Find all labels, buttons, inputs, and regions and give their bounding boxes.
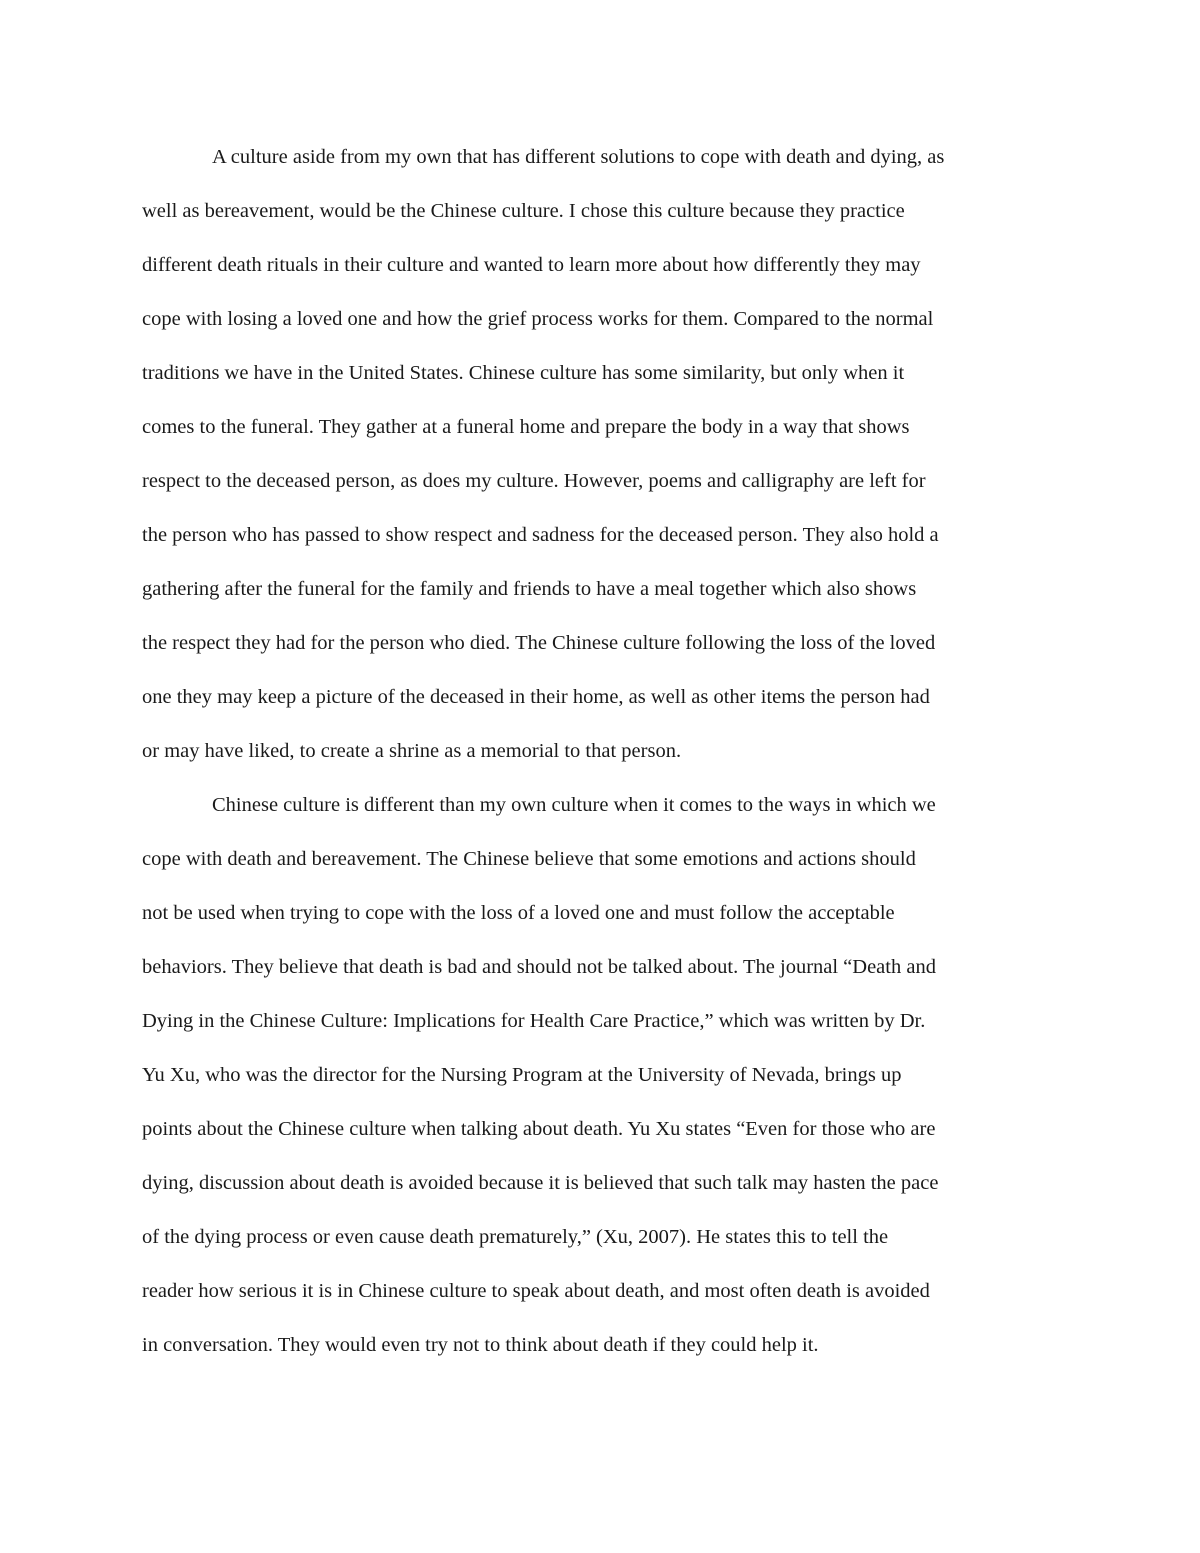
paragraph-1-line-12: or may have liked, to create a shrine as a memorial to that person. xyxy=(142,740,682,762)
paragraph-1-line-10: the respect they had for the person who died. The Chinese culture following the loss of the loved xyxy=(142,632,936,654)
paragraph-2-line-11: in conversation. They would even try not to think about death if they could help it. xyxy=(142,1334,819,1356)
paragraph-2-line-3: not be used when trying to cope with the loss of a loved one and must follow the acceptable xyxy=(142,902,895,924)
paragraph-1-line-11: one they may keep a picture of the deceased in their home, as well as other items the person had xyxy=(142,686,930,708)
paragraph-1-line-2: well as bereavement, would be the Chinese culture. I chose this culture because they practice xyxy=(142,200,905,222)
paragraph-2-line-8: dying, discussion about death is avoided because it is believed that such talk may hasten the pace xyxy=(142,1172,939,1194)
paragraph-2-line-2: cope with death and bereavement. The Chinese believe that some emotions and actions should xyxy=(142,848,916,870)
paragraph-1-line-6: comes to the funeral. They gather at a funeral home and prepare the body in a way that shows xyxy=(142,416,910,438)
paragraph-1-line-5: traditions we have in the United States. Chinese culture has some similarity, but only when it xyxy=(142,362,905,384)
paragraph-2-line-6: Yu Xu, who was the director for the Nursing Program at the University of Nevada, brings up xyxy=(142,1064,902,1086)
paragraph-1-line-9: gathering after the funeral for the family and friends to have a meal together which also shows xyxy=(142,578,917,600)
paragraph-2-line-9: of the dying process or even cause death prematurely,” (Xu, 2007). He states this to tell the xyxy=(142,1226,889,1248)
paragraph-2-line-5: Dying in the Chinese Culture: Implications for Health Care Practice,” which was written by Dr. xyxy=(142,1010,926,1032)
paragraph-2-line-4: behaviors. They believe that death is bad and should not be talked about. The journal “Death and xyxy=(142,956,936,978)
paragraph-1-line-3: different death rituals in their culture and wanted to learn more about how differently they may xyxy=(142,254,921,276)
paragraph-1-line-4: cope with losing a loved one and how the grief process works for them. Compared to the normal xyxy=(142,308,934,330)
paragraph-2-line-10: reader how serious it is in Chinese culture to speak about death, and most often death is avoided xyxy=(142,1280,930,1302)
paragraph-1-line-7: respect to the deceased person, as does my culture. However, poems and calligraphy are left for xyxy=(142,470,926,492)
paragraph-2-line-1: Chinese culture is different than my own culture when it comes to the ways in which we xyxy=(212,794,936,816)
paragraph-2-line-7: points about the Chinese culture when talking about death. Yu Xu states “Even for those who are xyxy=(142,1118,936,1140)
paragraph-1-line-8: the person who has passed to show respect and sadness for the deceased person. They also hold a xyxy=(142,524,939,546)
paragraph-1-line-1: A culture aside from my own that has different solutions to cope with death and dying, as xyxy=(212,146,945,168)
